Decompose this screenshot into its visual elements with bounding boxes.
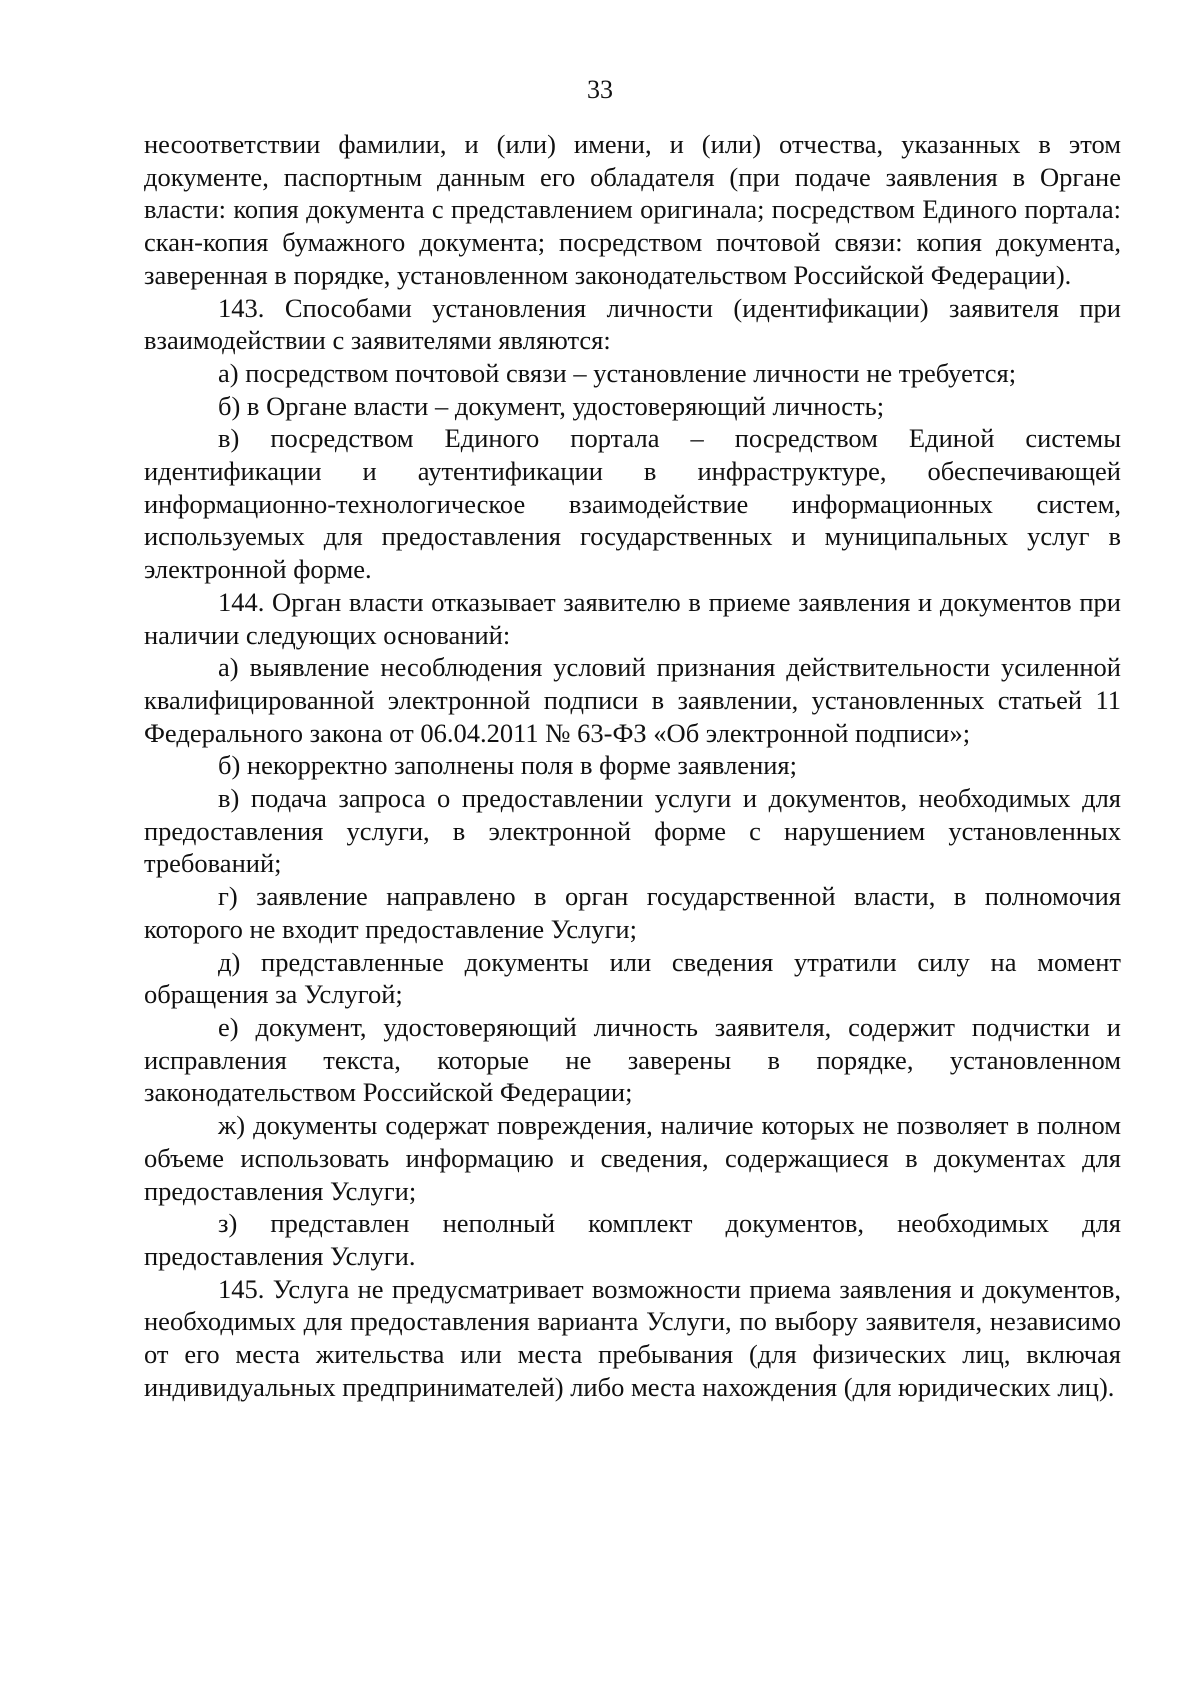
paragraph-144-item-v: в) подача запроса о предоставлении услуги и документов, необходимых для предоставления услуги, в электронной форме с нарушением установленных требований; [144,783,1121,879]
document-body [144,128,1121,1403]
paragraph-144-item-zh: ж) документы содержат повреждения, наличие которых не позволяет в полном объеме использовать информацию и сведения, содержащиеся в документах для предоставления Услуги; [144,1110,1121,1206]
paragraph-143-item-a: а) посредством почтовой связи – установление личности не требуется; [218,357,1017,388]
paragraph-144-item-e: е) документ, удостоверяющий личность заявителя, содержит подчистки и исправления текста, которые не заверены в порядке, установленном законодательством Российской Федерации; [144,1011,1121,1108]
paragraph-144-item-b: б) некорректно заполнены поля в форме заявления; [218,750,797,781]
paragraph-144-item-a: а) выявление несоблюдения условий признания действительности усиленной квалифицированной электронной подписи в заявлении, установленных статьей 11 Федерального закона от 06.04.2011 № 63-ФЗ «Об электронной подписи»; [144,652,1121,748]
paragraph-144-item-z: з) представлен неполный комплект документов, необходимых для предоставления Услуги. [144,1208,1121,1271]
paragraph-continuation: несоответствии фамилии, и (или) имени, и (или) отчества, указанных в этом документе, паспортным данным его обладателя (при подаче заявления в Органе власти: копия документа с представлением оригинала; посредством Единого портала: скан-копия бумажного документа; посредством почтовой связи: копия документа, заверенная в порядке, установленном законодательством Российской Федерации). [144,129,1121,290]
paragraph-143-item-v: в) посредством Единого портала – посредством Единой системы идентификации и аутентификации в инфраструктуре, обеспечивающей информационно-технологическое взаимодействие информационных систем, используемых для предоставления государственных и муниципальных услуг в электронной форме. [144,423,1121,585]
paragraph-143-item-b: б) в Органе власти – документ, удостоверяющий личность; [218,390,885,421]
paragraph-144-item-g: г) заявление направлено в орган государственной власти, в полномочия которого не входит предоставление Услуги; [144,881,1121,944]
paragraph-145: 145. Услуга не предусматривает возможности приема заявления и документов, необходимых для предоставления варианта Услуги, по выбору заявителя, независимо от его места жительства или места пребывания (для физических лиц, включая индивидуальных предпринимателей) либо места нахождения (для юридических лиц). [144,1273,1121,1402]
paragraph-143: 143. Способами установления личности (идентификации) заявителя при взаимодействии с заявителями являются: [144,292,1121,356]
paragraph-144-item-d: д) представленные документы или сведения утратили силу на момент обращения за Услугой; [144,946,1121,1010]
paragraph-144: 144. Орган власти отказывает заявителю в приеме заявления и документов при наличии следующих оснований: [144,586,1121,650]
page-number: 33 [587,75,613,104]
